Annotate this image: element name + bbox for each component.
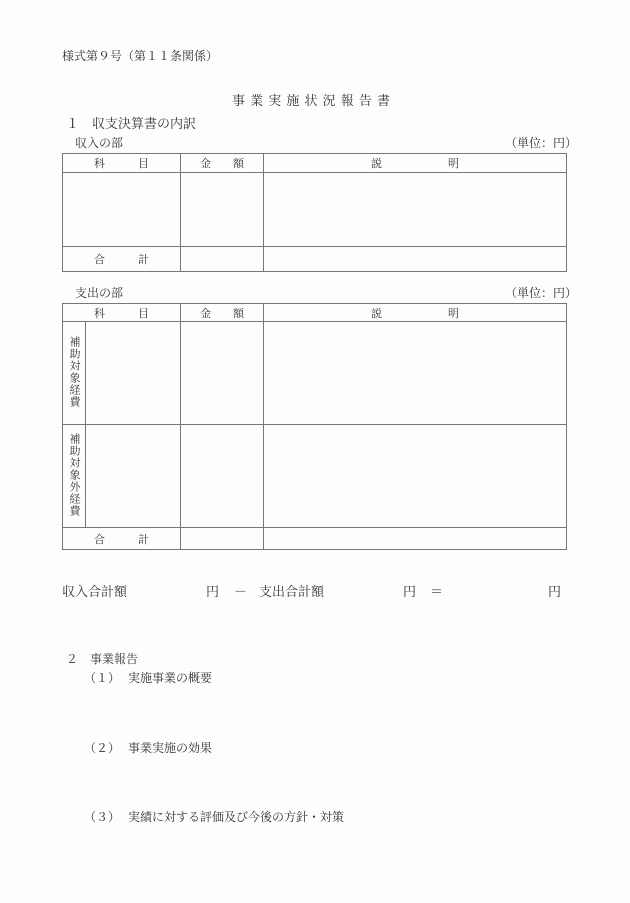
expense-row-subsidized <box>63 322 567 425</box>
income-section-label: 収入の部 <box>75 136 124 150</box>
col-header-amount: 金 額 <box>181 154 264 173</box>
income-amount-cell[interactable] <box>181 173 264 247</box>
income-total-amount-cell[interactable] <box>181 247 264 272</box>
subsidized-amount-cell[interactable] <box>181 322 264 425</box>
item3-number: （３） <box>84 810 121 824</box>
category-label-subsidized: 補助対象経費 <box>63 322 86 425</box>
expense-table <box>62 303 567 550</box>
item1-label: 実施事業の概要 <box>128 671 213 685</box>
item2-number: （２） <box>84 741 121 755</box>
col-header-description: 説 明 <box>264 154 567 173</box>
expense-total-description-cell[interactable] <box>264 528 567 550</box>
income-total-label: 合 計 <box>63 247 181 272</box>
yen-unit: 円 <box>548 585 562 600</box>
form-number: 様式第９号（第１１条関係） <box>62 49 219 63</box>
expense-header-row <box>63 304 567 322</box>
col-header-category: 科 目 <box>63 304 181 322</box>
col-header-description: 説 明 <box>264 304 567 322</box>
section1-heading: １ 収支決算書の内訳 <box>66 117 197 132</box>
col-header-amount: 金 額 <box>181 304 264 322</box>
income-header-row <box>63 154 567 173</box>
non-subsidized-description-cell[interactable] <box>264 425 567 528</box>
item3-label: 実績に対する評価及び今後の方針・対策 <box>128 810 345 824</box>
equals-sign: ＝ <box>430 585 444 600</box>
document-title: 事 業 実 施 状 況 報 告 書 <box>232 94 391 109</box>
expense-total-row <box>63 528 567 550</box>
subsidized-description-cell[interactable] <box>264 322 567 425</box>
yen-unit: 円 <box>206 585 220 600</box>
non-subsidized-item-cell[interactable] <box>86 425 181 528</box>
subsidized-item-cell[interactable] <box>86 322 181 425</box>
income-entry-row <box>63 173 567 247</box>
expense-total-amount-cell[interactable] <box>181 528 264 550</box>
income-description-cell[interactable] <box>264 173 567 247</box>
expense-row-non-subsidized <box>63 425 567 528</box>
expense-total-label: 支出合計額 <box>259 585 325 600</box>
section2-heading: ２ 事業報告 <box>66 652 139 666</box>
income-table <box>62 153 567 272</box>
item2-label: 事業実施の効果 <box>128 741 213 755</box>
income-total-description-cell[interactable] <box>264 247 567 272</box>
yen-unit: 円 <box>403 585 417 600</box>
income-total-label: 収入合計額 <box>62 585 128 600</box>
category-label-non-subsidized: 補助対象外経費 <box>63 425 86 528</box>
expense-total-label: 合 計 <box>63 528 181 550</box>
expense-section-label: 支出の部 <box>75 286 124 300</box>
expense-unit-label: （単位：円） <box>505 286 578 300</box>
income-unit-label: （単位：円） <box>505 136 578 150</box>
minus-sign: － <box>234 585 248 600</box>
income-category-cell[interactable] <box>63 173 181 247</box>
income-total-row <box>63 247 567 272</box>
non-subsidized-amount-cell[interactable] <box>181 425 264 528</box>
item1-number: （１） <box>84 671 121 685</box>
col-header-category: 科 目 <box>63 154 181 173</box>
